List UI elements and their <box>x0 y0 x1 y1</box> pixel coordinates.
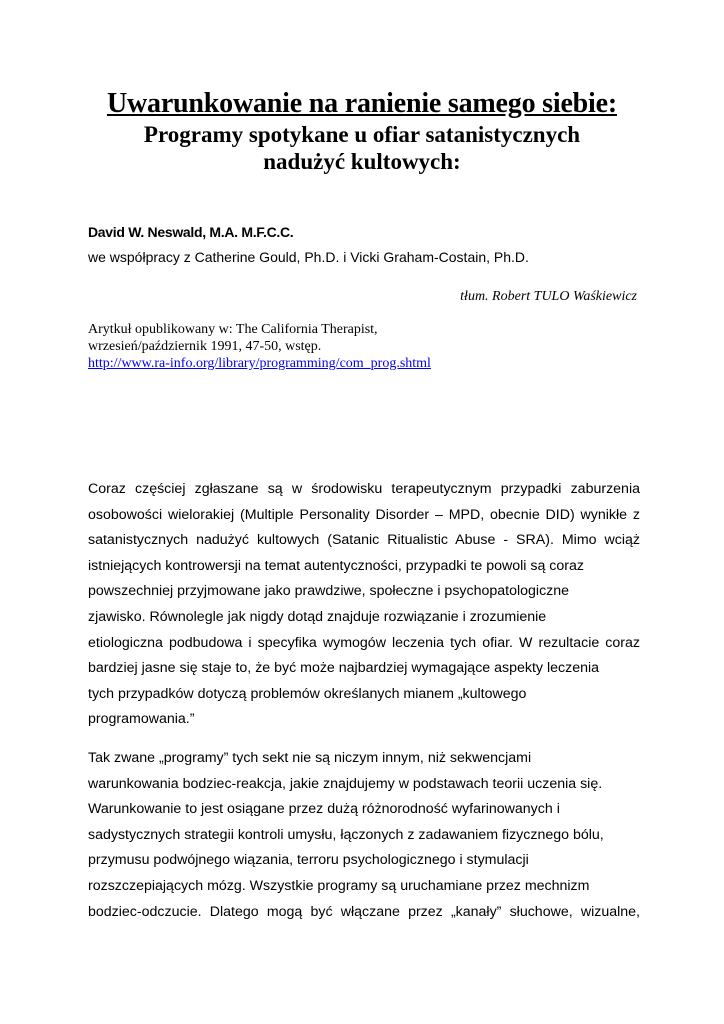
subtitle-line: nadużyć kultowych: <box>263 149 461 174</box>
paragraph <box>88 477 640 733</box>
text-line: powszechniej przyjmowane jako prawdziwe, społeczne i psychopatologiczne <box>88 583 570 600</box>
text-line: istniejących kontrowersji na temat autentyczności, przypadki te powoli są coraz <box>88 557 585 574</box>
source-link[interactable]: http://www.ra-info.org/library/programming/com_prog.shtml <box>88 356 431 371</box>
text-line: bodziec-odczucie. Dlatego mogą być włączane przez „kanały” słuchowe, wizualne, <box>88 903 640 920</box>
source-citation <box>88 321 431 372</box>
coauthors-line: we współpracy z Catherine Gould, Ph.D. i Vicki Graham-Costain, Ph.D. <box>88 249 529 265</box>
paragraph <box>88 746 640 925</box>
text-line: warunkowania bodziec-reakcja, jakie znajdujemy w podstawach teorii uczenia się. <box>88 775 603 792</box>
text-line: sadystycznych strategii kontroli umysłu, łączonych z zadawaniem fizycznego bólu, <box>88 826 604 843</box>
text-line: tych przypadków dotyczą problemów określanych mianem „kultowego <box>88 685 527 702</box>
text-line: rozszczepiających mózg. Wszystkie programy są uruchamiane przez mechnizm <box>88 877 590 894</box>
text-line: zjawisko. Równolegle jak nigdy dotąd znajduje rozwiązanie i zrozumienie <box>88 608 547 625</box>
text-line: satanistycznych nadużyć kultowych (Satanic Ritualistic Abuse - SRA). Mimo wciąż <box>88 532 640 549</box>
text-line: Tak zwane „programy” tych sekt nie są niczym innym, niż sekwencjami <box>88 749 532 766</box>
body-text <box>88 477 640 938</box>
document-subtitle <box>80 121 644 175</box>
text-line: etiologiczna podbudowa i specyfika wymogów leczenia tych ofiar. W rezultacie coraz <box>88 634 640 651</box>
text-line: przymusu podwójnego wiązania, terroru psychologicznego i stymulacji <box>88 852 529 869</box>
subtitle-line: Programy spotykane u ofiar satanistycznych <box>143 122 581 147</box>
source-line: wrzesień/październik 1991, 47-50, wstęp. <box>88 339 322 354</box>
translator-credit: tłum. Robert TULO Waśkiewicz <box>460 289 637 304</box>
document-title: Uwarunkowanie na ranienie samego siebie: <box>106 88 617 119</box>
text-line: Coraz częściej zgłaszane są w środowisku terapeutycznym przypadki zaburzenia <box>88 481 640 497</box>
text-line: bardziej jasne się staje to, że być może najbardziej wymagające aspekty leczenia <box>88 660 600 677</box>
author-name: David W. Neswald, M.A. M.F.C.C. <box>88 224 294 240</box>
text-line: Warunkowanie to jest osiągane przez dużą różnorodność wyfarinowanych i <box>88 801 560 818</box>
text-line: osobowości wielorakiej (Multiple Personality Disorder – MPD, obecnie DID) wynikłe z <box>88 506 640 523</box>
source-line: Arytkuł opublikowany w: The California Therapist, <box>88 322 378 337</box>
text-line: programowania.” <box>88 711 195 728</box>
